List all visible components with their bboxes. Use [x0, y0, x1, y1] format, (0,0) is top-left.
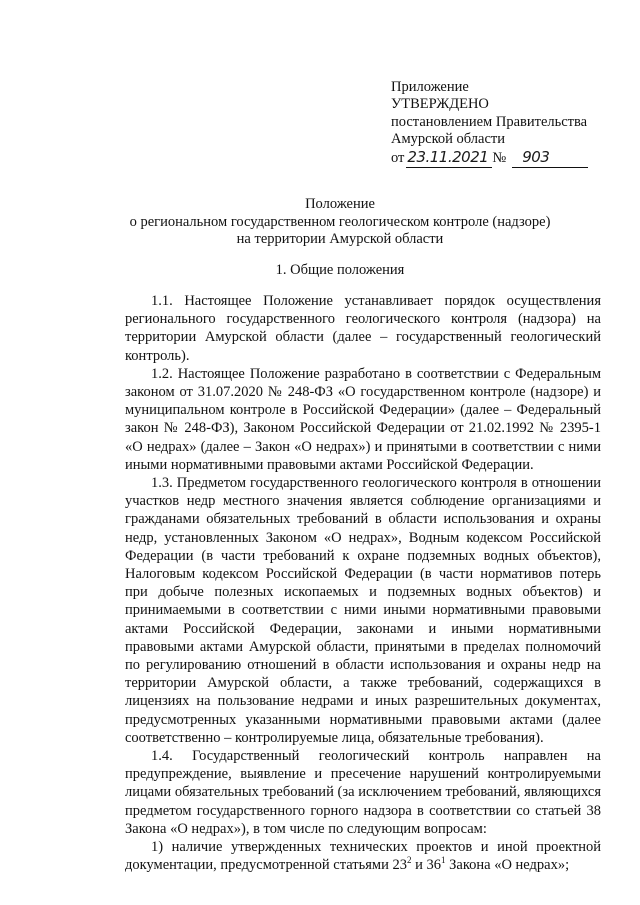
number-field — [512, 149, 588, 168]
approval-date-number-line — [391, 149, 631, 168]
approval-region-label: Амурской области — [391, 131, 505, 148]
title-line-3: на территории Амурской области — [236, 231, 444, 247]
section-heading: 1. Общие положения — [275, 262, 405, 278]
approval-block — [391, 79, 631, 168]
paragraph-1-3: 1.3. Предметом государственного геологического контроля в отношении участков недр местного значения является соблюдение организациями и гражданами обязательных требований в области использования и охраны недр, установленных Законом «О недрах», Водным кодексом Российской Федерации (в части требований к охране подземных водных объектов), Налоговым кодексом Российской Федерации (в части нормативов потерь при добыче полезных ископаемых и подземных водных объектов) и принимаемыми в соответствии с ними иными нормативными правовыми актами Российской Федерации, законами и иными нормативными правовыми актами Амурской области, принятыми в пределах полномочий по регулированию отношений в области использования и охраны недр на территории Амурской области, а также требований, содержащихся в лицензиях на пользование недрами и иных разрешительных документах, предусмотренных указанными нормативными правовыми актами (далее соответственно – контролируемые лица, обязательные требования). — [125, 475, 601, 746]
handwritten-date: 23.11.2021 — [407, 147, 489, 166]
list-item-1-sup-b: 1 — [441, 855, 446, 866]
list-item-1-tail: Закона «О недрах»; — [445, 857, 570, 874]
approval-approved-label: УТВЕРЖДЕНО — [391, 96, 489, 113]
paragraph-1-4: 1.4. Государственный геологический контроль направлен на предупреждение, выявление и пресечение нарушений контролируемыми лицами обязательных требований (за исключением требований, являющихся предметом государственного горного надзора в соответствии со статьей 38 Закона «О недрах»), в том числе по следующим вопросам: — [125, 748, 601, 837]
approval-appendix-label: Приложение — [391, 79, 469, 95]
paragraph-1-2: 1.2. Настоящее Положение разработано в соответствии с Федеральным законом от 31.07.2020 № 248-ФЗ «О государственном контроле (надзоре) и муниципальном контроле в Российской Федерации» (далее – Федеральный закон № 248-ФЗ), Законом Российской Федерации от 21.02.1992 № 2395-1 «О недрах» (далее – Закон «О недрах») и принятыми в соответствии с ними иными нормативными правовыми актами Российской Федерации. — [125, 365, 601, 473]
list-item-1 — [125, 838, 601, 874]
paragraph-1-1: 1.1. Настоящее Положение устанавливает порядок осуществления регионального государственного геологического контроля (надзора) на территории Амурской области (далее – государственный геологический контроль). — [125, 293, 601, 364]
handwritten-number: 903 — [522, 147, 550, 166]
date-prefix: от — [391, 149, 405, 166]
list-item-1-sup-a: 2 — [406, 855, 412, 866]
number-prefix: № — [492, 149, 507, 166]
list-item-1-and: и 36 — [411, 857, 441, 874]
date-field — [406, 149, 492, 168]
document-title — [100, 196, 580, 249]
title-line-2: о региональном государственном геологическом контроле (надзоре) — [129, 213, 551, 230]
title-line-1: Положение — [305, 196, 375, 212]
document-body — [125, 292, 601, 875]
approval-resolution-label: постановлением Правительства — [391, 113, 588, 130]
list-item-1-text: 1) наличие утвержденных технических проектов и иной проектной документации, предусмотренной статьями 23 — [125, 839, 601, 874]
